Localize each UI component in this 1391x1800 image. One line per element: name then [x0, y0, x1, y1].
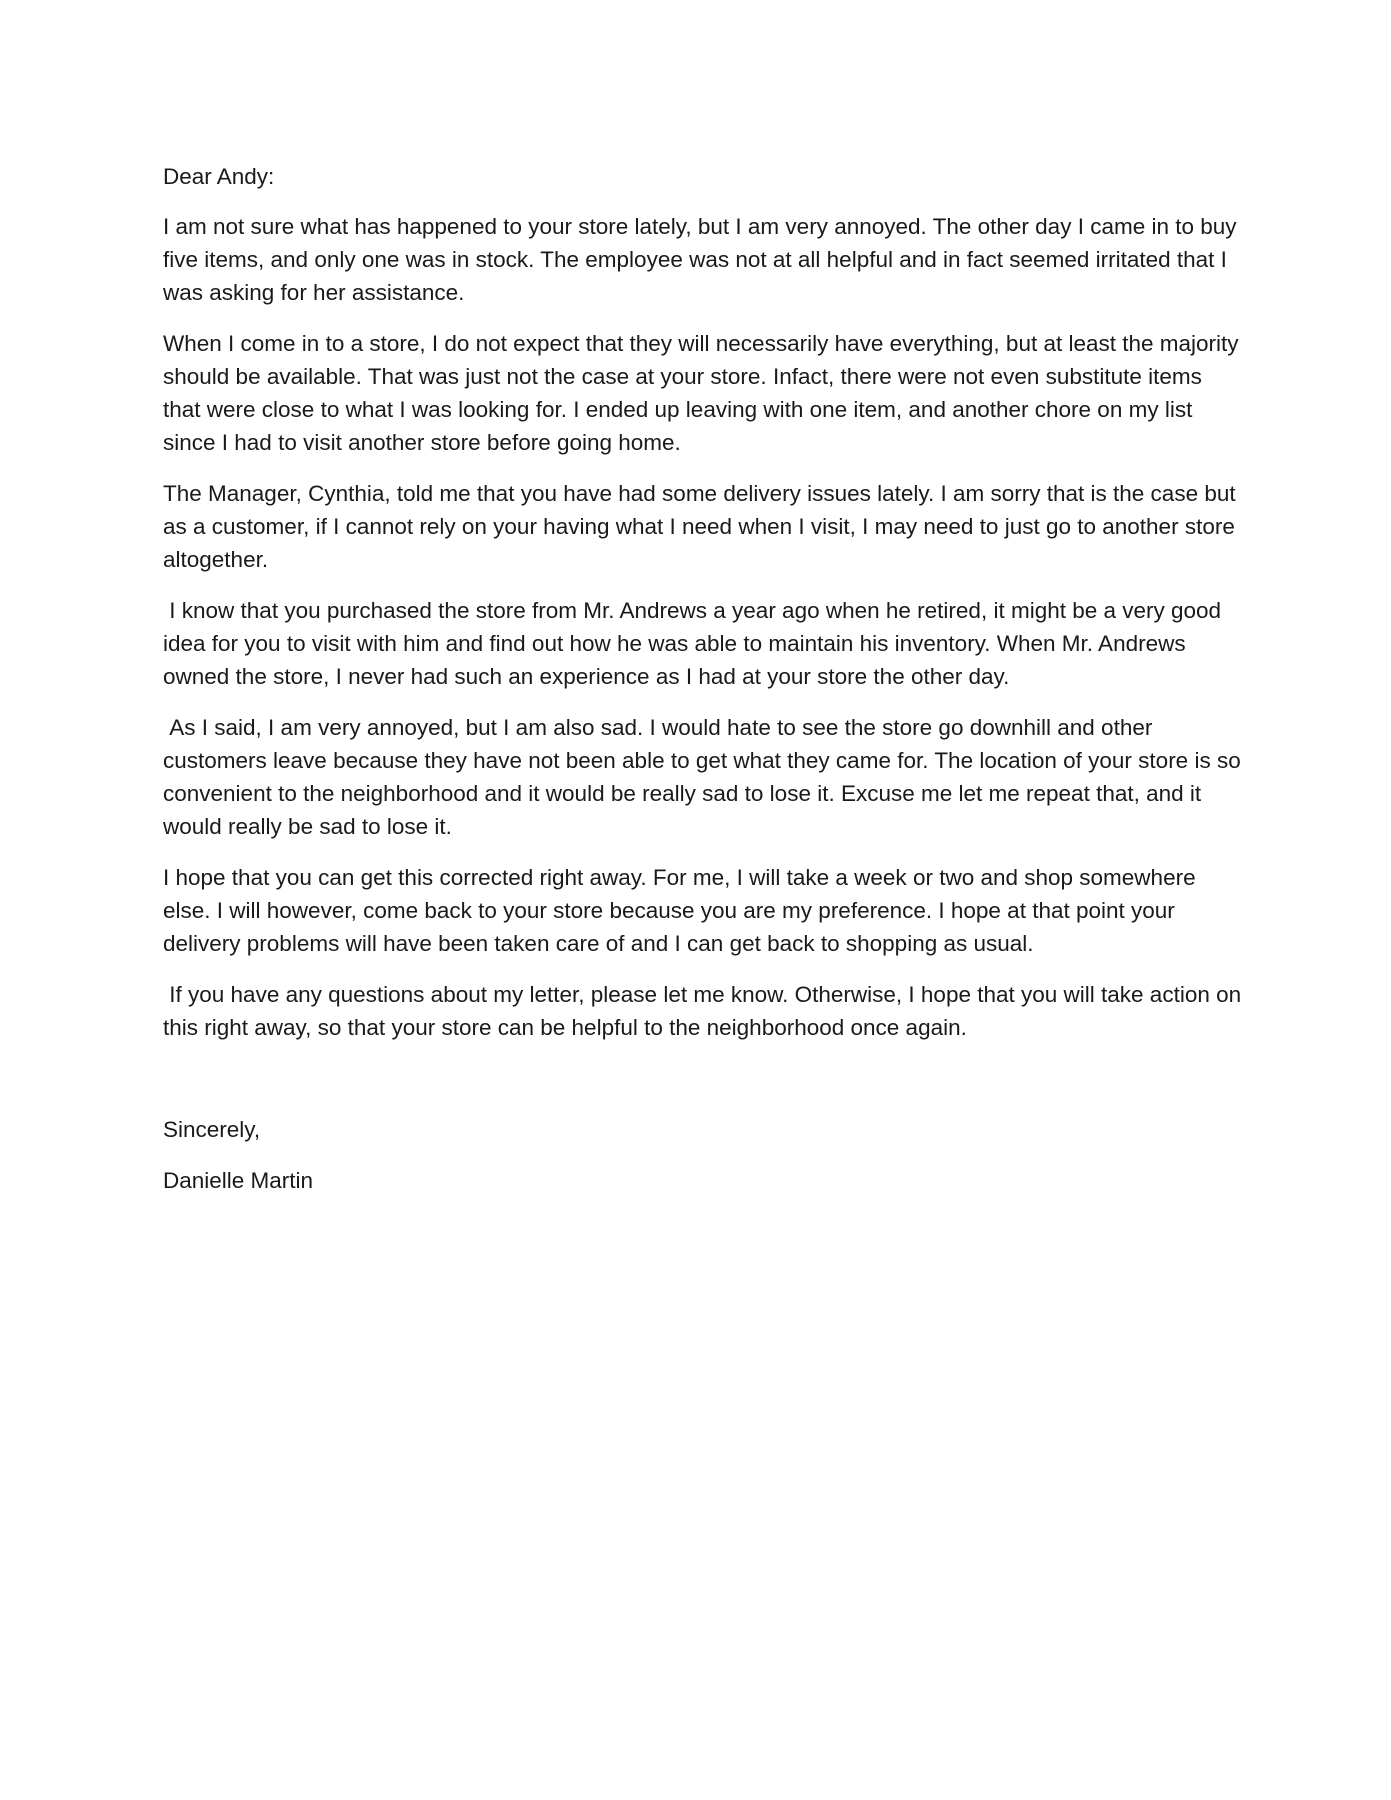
paragraph-7: If you have any questions about my letter, please let me know. Otherwise, I hope that you will take action on this right away, so that your store can be helpful to the neighborhood once again.: [163, 982, 1248, 1040]
paragraph-3: The Manager, Cynthia, told me that you have had some delivery issues lately. I am sorry that is the case but as a customer, if I cannot rely on your having what I need when I visit, I may need to just go to another store altogether.: [163, 481, 1242, 572]
paragraph-1: I am not sure what has happened to your store lately, but I am very annoyed. The other day I came in to buy five items, and only one was in stock. The employee was not at all helpful and in fact seemed irritated that I was asking for her assistance.: [163, 214, 1243, 305]
letter-body: [163, 160, 1248, 1197]
salutation: Dear Andy:: [163, 164, 275, 189]
paragraph-2: When I come in to a store, I do not expect that they will necessarily have everything, but at least the majority should be available. That was just not the case at your store. Infact, there were not even substitute items that were close to what I was looking for. I ended up leaving with one item, and another chore on my list since I had to visit another store before going home.: [163, 331, 1245, 455]
closing: Sincerely,: [163, 1117, 261, 1142]
signature: Danielle Martin: [163, 1168, 314, 1193]
paragraph-5: As I said, I am very annoyed, but I am also sad. I would hate to see the store go downhill and other customers leave because they have not been able to get what they came for. The location of your store is so convenient to the neighborhood and it would be really sad to lose it. Excuse me let me repeat that, and it would really be sad to lose it.: [163, 715, 1247, 839]
paragraph-4: I know that you purchased the store from Mr. Andrews a year ago when he retired, it might be a very good idea for you to visit with him and find out how he was able to maintain his inventory. When Mr. Andrews owned the store, I never had such an experience as I had at your store the other day.: [163, 598, 1228, 689]
paragraph-6: I hope that you can get this corrected right away. For me, I will take a week or two and shop somewhere else. I will however, come back to your store because you are my preference. I hope at that point your delivery problems will have been taken care of and I can get back to shopping as usual.: [163, 865, 1202, 956]
